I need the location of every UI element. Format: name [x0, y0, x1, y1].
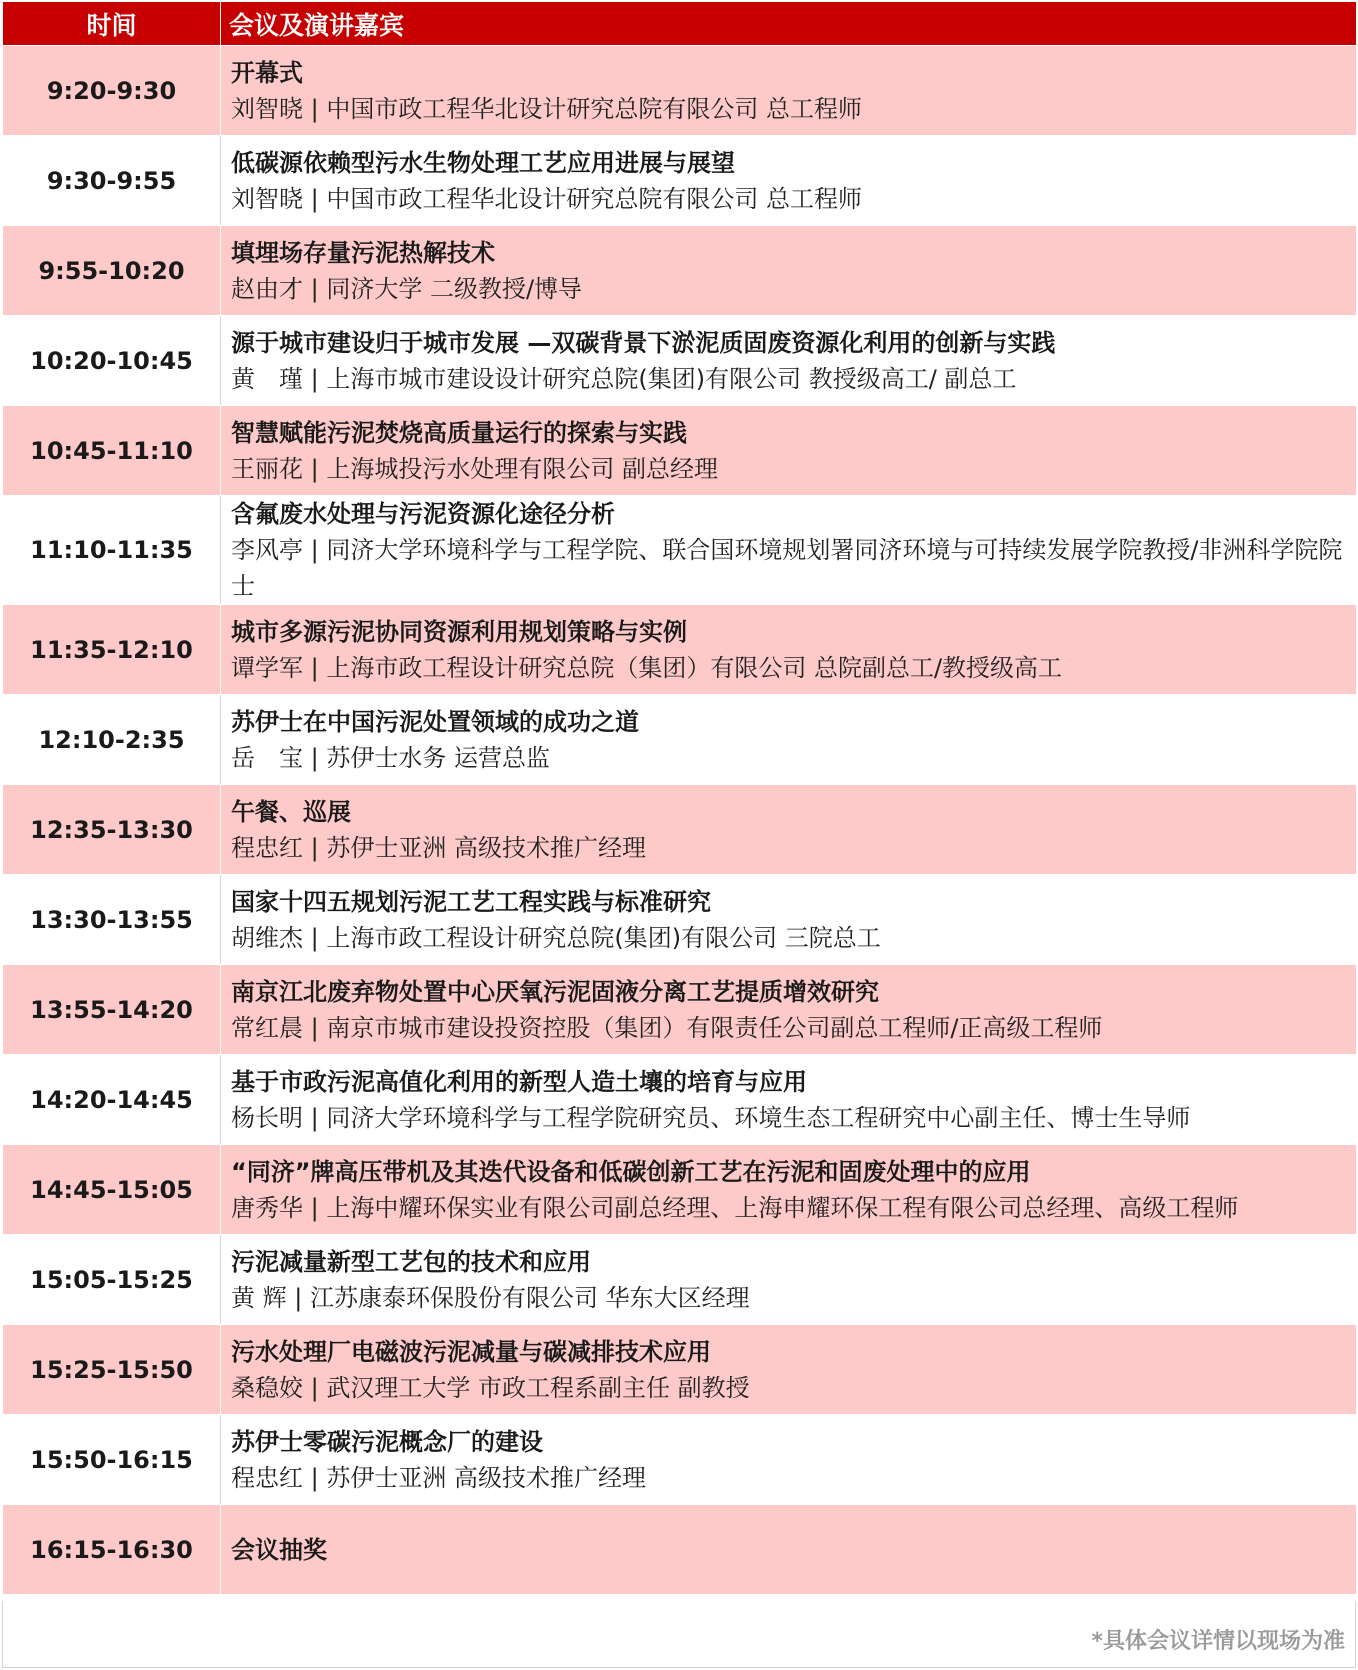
session-time: 16:15-16:30 [3, 1505, 221, 1595]
footer-note: *具体会议详情以现场为准 [1091, 1629, 1345, 1654]
session-speaker: 岳 宝 | 苏伊士水务 运营总监 [231, 743, 550, 772]
session-title: 国家十四五规划污泥工艺工程实践与标准研究 [231, 887, 711, 916]
agenda-row [3, 875, 1357, 965]
agenda-row [3, 226, 1357, 316]
session-details [221, 1505, 1357, 1595]
agenda-header-row [3, 2, 1357, 46]
session-details [221, 965, 1357, 1055]
session-speaker: 李风亭 | 同济大学环境科学与工程学院、联合国环境规划署同济环境与可持续发展学院教授/非洲科学院院士 [231, 536, 1343, 600]
session-column-header: 会议及演讲嘉宾 [221, 2, 1357, 46]
session-title: 智慧赋能污泥焚烧高质量运行的探索与实践 [231, 418, 687, 447]
session-time: 15:50-16:15 [3, 1415, 221, 1505]
session-title: 城市多源污泥协同资源利用规划策略与实例 [231, 617, 687, 646]
session-speaker: 黄 辉 | 江苏康泰环保股份有限公司 华东大区经理 [231, 1283, 750, 1312]
session-speaker: 赵由才 | 同济大学 二级教授/博导 [231, 274, 583, 303]
session-speaker: 程忠红 | 苏伊士亚洲 高级技术推广经理 [231, 1463, 646, 1492]
session-time: 9:20-9:30 [3, 46, 221, 136]
agenda-row [3, 406, 1357, 496]
session-title: 苏伊士零碳污泥概念厂的建设 [231, 1427, 543, 1456]
session-time: 15:05-15:25 [3, 1235, 221, 1325]
session-speaker: 王丽花 | 上海城投污水处理有限公司 副总经理 [231, 454, 718, 483]
session-speaker: 桑稳姣 | 武汉理工大学 市政工程系副主任 副教授 [231, 1373, 750, 1402]
session-details [221, 496, 1357, 605]
session-details [221, 1235, 1357, 1325]
agenda-row [3, 1055, 1357, 1145]
session-title: 填埋场存量污泥热解技术 [231, 238, 495, 267]
session-time: 12:35-13:30 [3, 785, 221, 875]
session-speaker: 胡维杰 | 上海市政工程设计研究总院(集团)有限公司 三院总工 [231, 923, 881, 952]
session-title: 基于市政污泥高值化利用的新型人造土壤的培育与应用 [231, 1067, 807, 1096]
agenda-table [2, 2, 1357, 1595]
agenda-row [3, 1235, 1357, 1325]
session-time: 11:10-11:35 [3, 496, 221, 605]
session-speaker: 谭学军 | 上海市政工程设计研究总院（集团）有限公司 总院副总工/教授级高工 [231, 653, 1063, 682]
session-details [221, 1325, 1357, 1415]
session-details [221, 785, 1357, 875]
session-details [221, 1055, 1357, 1145]
session-speaker: 程忠红 | 苏伊士亚洲 高级技术推广经理 [231, 833, 646, 862]
session-details [221, 406, 1357, 496]
session-details [221, 1415, 1357, 1505]
session-details [221, 605, 1357, 695]
footer-area [2, 1601, 1356, 1668]
session-time: 14:45-15:05 [3, 1145, 221, 1235]
session-time: 13:55-14:20 [3, 965, 221, 1055]
session-time: 12:10-2:35 [3, 695, 221, 785]
agenda-row [3, 496, 1357, 605]
session-title: 午餐、巡展 [231, 797, 351, 826]
session-time: 10:20-10:45 [3, 316, 221, 406]
session-details [221, 695, 1357, 785]
session-title: “同济”牌高压带机及其迭代设备和低碳创新工艺在污泥和固废处理中的应用 [231, 1157, 1031, 1186]
agenda-body [3, 46, 1357, 1595]
session-speaker: 刘智晓 | 中国市政工程华北设计研究总院有限公司 总工程师 [231, 184, 862, 213]
time-column-header: 时间 [3, 2, 221, 46]
agenda-row [3, 1415, 1357, 1505]
session-speaker: 常红晨 | 南京市城市建设投资控股（集团）有限责任公司副总工程师/正高级工程师 [231, 1013, 1103, 1042]
agenda-row [3, 316, 1357, 406]
agenda-row [3, 695, 1357, 785]
session-details [221, 226, 1357, 316]
session-title: 会议抽奖 [231, 1535, 327, 1564]
session-speaker: 黄 瑾 | 上海市城市建设设计研究总院(集团)有限公司 教授级高工/ 副总工 [231, 364, 1017, 393]
session-title: 污泥减量新型工艺包的技术和应用 [231, 1247, 591, 1276]
agenda-row [3, 605, 1357, 695]
agenda-row [3, 965, 1357, 1055]
agenda-row [3, 1145, 1357, 1235]
session-details [221, 875, 1357, 965]
session-title: 源于城市建设归于城市发展 —双碳背景下淤泥质固废资源化利用的创新与实践 [231, 328, 1056, 357]
session-time: 9:30-9:55 [3, 136, 221, 226]
session-speaker: 唐秀华 | 上海中耀环保实业有限公司副总经理、上海申耀环保工程有限公司总经理、高级工程师 [231, 1193, 1239, 1222]
agenda-row [3, 1325, 1357, 1415]
session-title: 低碳源依赖型污水生物处理工艺应用进展与展望 [231, 148, 735, 177]
session-title: 南京江北废弃物处置中心厌氧污泥固液分离工艺提质增效研究 [231, 977, 879, 1006]
session-time: 9:55-10:20 [3, 226, 221, 316]
session-title: 污水处理厂电磁波污泥减量与碳减排技术应用 [231, 1337, 711, 1366]
session-details [221, 1145, 1357, 1235]
session-time: 11:35-12:10 [3, 605, 221, 695]
agenda-row [3, 136, 1357, 226]
session-title: 开幕式 [231, 58, 303, 87]
session-time: 14:20-14:45 [3, 1055, 221, 1145]
session-details [221, 316, 1357, 406]
session-time: 10:45-11:10 [3, 406, 221, 496]
agenda-row [3, 785, 1357, 875]
session-speaker: 刘智晓 | 中国市政工程华北设计研究总院有限公司 总工程师 [231, 94, 862, 123]
agenda-row [3, 1505, 1357, 1595]
session-details [221, 136, 1357, 226]
session-speaker: 杨长明 | 同济大学环境科学与工程学院研究员、环境生态工程研究中心副主任、博士生导师 [231, 1103, 1191, 1132]
session-time: 15:25-15:50 [3, 1325, 221, 1415]
session-details [221, 46, 1357, 136]
session-title: 苏伊士在中国污泥处置领域的成功之道 [231, 707, 639, 736]
session-title: 含氟废水处理与污泥资源化途径分析 [231, 500, 615, 528]
agenda-row [3, 46, 1357, 136]
session-time: 13:30-13:55 [3, 875, 221, 965]
